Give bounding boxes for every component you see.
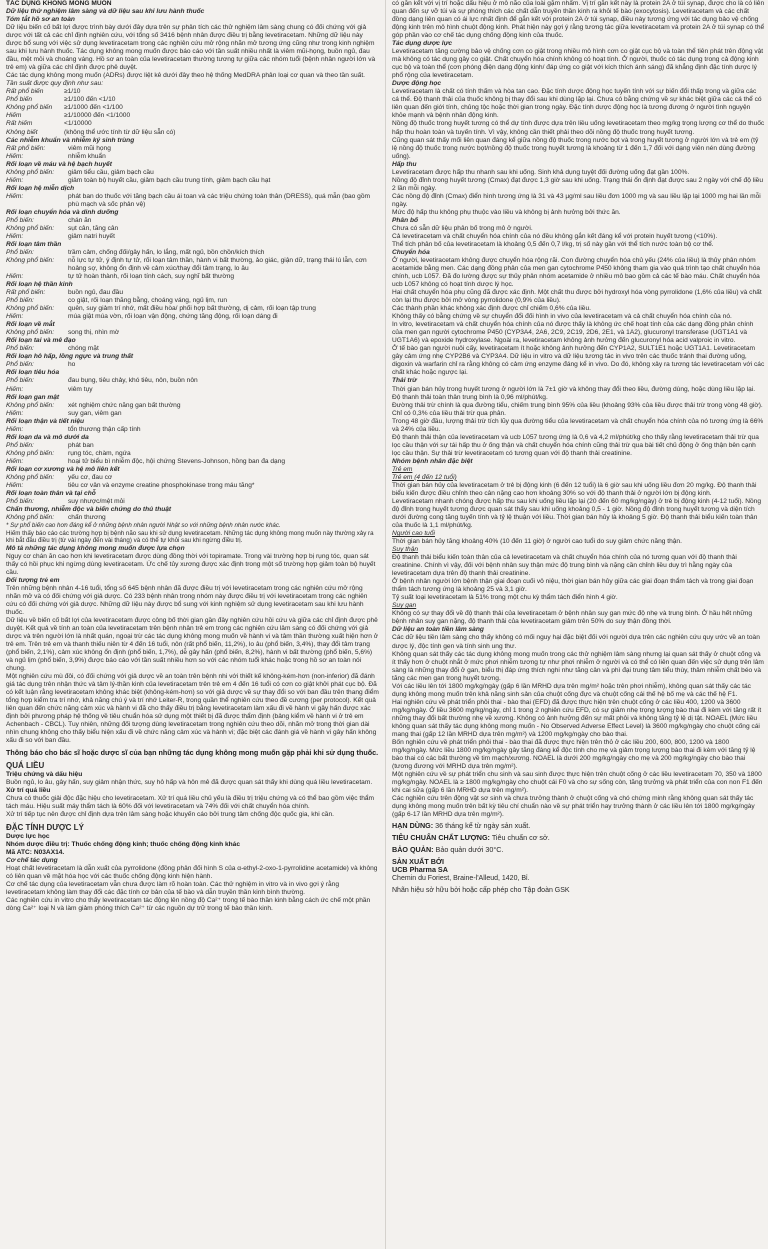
soc-list: [6, 474, 379, 490]
soc-list: [6, 217, 379, 241]
pharmacology-heading: ĐẶC TÍNH DƯỢC LÝ: [6, 823, 84, 833]
frequency-value: tổn thương thận cấp tính: [68, 425, 141, 433]
frequency-label: Không biết: [6, 128, 38, 136]
frequency-label: Phổ biến:: [6, 361, 34, 369]
absorption-paragraph: Mức độ hấp thu không phụ thuộc vào liều và không bị ảnh hưởng bởi thức ăn.: [392, 208, 621, 216]
frequency-value: phát ban do thuốc với tăng bạch cầu ái toan và các triệu chứng toàn thân (DRESS), quá mẫn (bao gồm phù mạch và sốc phản vệ): [68, 192, 370, 208]
section-subtitle: Dữ liệu thử nghiệm lâm sàng và dữ liệu sau khi lưu hành thuốc: [6, 8, 205, 16]
frequency-row: [6, 289, 379, 297]
frequency-label: Phổ biến:: [6, 377, 34, 385]
metabolism-paragraph: In vitro, levetiracetam và chất chuyển hóa chính của nó được thấy là không ức chế hoạt tính của các dạng đồng phân chính của men gan người cytochrome P450 (CYP3A4, 2A6, 2C9, 2C19, 2D6, 2E1, và 1A2), glucuronyl transferase (UGT1A1 và UGT1A6) và epoxide hydroxylase. Ngoài ra, levetiracetam không ảnh hưởng đến glucuronyl hóa acid valproic in vitro.: [392, 321, 754, 345]
frequency-value: chấn thương: [68, 514, 106, 521]
frequency-label: Hiếm:: [6, 232, 24, 240]
distribution-paragraph: Chưa có sẵn dữ liệu phân bố trong mô ở người.: [392, 224, 533, 232]
frequency-row: [6, 426, 379, 434]
frequency-label: Hiếm:: [6, 457, 24, 465]
notify-statement: Thông báo cho bác sĩ hoặc dược sĩ của bạn những tác dụng không mong muốn gặp phải khi sử dụng thuốc.: [6, 747, 379, 757]
frequency-value: viêm tụy: [68, 385, 93, 393]
frequency-value: nhiễm khuẩn: [68, 152, 106, 160]
pd-effect-paragraph: Levetiracetam tăng cường bảo vệ chống cơn co giật trong nhiều mô hình cơn co giật cục bộ và toàn thể tiên phát trên động vật mà không có tác dụng gây co giật. Chất chuyển hóa chính không có hoạt tính. Ở người, thuốc có tác dụng trong cả động kinh cục bộ và toàn thể (cơn phóng điện dạng động kinh/ đáp ứng co giật với kích thích ánh sáng) đã khẳng định đặc tính dược lý phổ rộng của levetiracetam.: [392, 48, 764, 80]
mechanism-heading: Cơ chế tác dụng: [6, 857, 58, 865]
frequency-label: Hiếm: [6, 112, 22, 120]
frequency-row: [6, 120, 379, 128]
safety-heading: Tóm tắt hồ sơ an toàn: [6, 16, 75, 24]
frequency-label: Không phổ biến:: [6, 449, 55, 457]
frequency-label: Không phổ biến:: [6, 329, 55, 337]
frequency-label: Không phổ biến:: [6, 514, 55, 521]
frequency-value: tiêu cơ vân và enzyme creatine phosphokinase trong máu tăng*: [68, 481, 255, 489]
manufacturer-name: UCB Pharma SA: [392, 865, 448, 875]
frequency-value: suy gan, viêm gan: [68, 409, 122, 417]
metabolism-paragraph: Không thấy có bằng chứng về sự chuyển đổi đối hình in vivo của levetiracetam và cả chất chuyển hóa chính của nó.: [392, 313, 732, 321]
frequency-row: [6, 498, 379, 506]
frequency-row: [6, 257, 379, 273]
frequency-row: [6, 514, 379, 522]
soc-list: [6, 377, 379, 393]
frequency-label: Không phổ biến: [6, 104, 53, 112]
trademark-footer: Nhãn hiệu sở hữu bởi hoặc cấp phép cho Tập đoàn GSK: [392, 886, 570, 894]
safety-paragraph: Dữ liệu biến cố bất lợi được trình bày dưới đây dựa trên sự phân tích các thử nghiệm lâm sàng chung có đối chứng với giả dược với tất cả các chỉ định nghiên cứu, với tổng số 3416 bệnh nhân được điều trị bằng levetiracetam. Những dữ liệu này được bổ sung với việc sử dụng levetiracetam trong các nghiên cứu mở rộng nhãn mở tương ứng cũng như trong kinh nghiệm sau khi lưu hành thuốc. Tác dụng không mong muốn được báo cáo với tần suất nhiều nhất là viêm mũi-họng, buồn ngủ, đau đầu, mệt mỏi và choáng váng. Hồ sơ an toàn của levetiracetam thường tương tự giữa các nhóm tuổi (bệnh nhân người lớn và trẻ em) và giữa các chỉ định được phê duyệt.: [6, 24, 376, 72]
mechanism-continued: có gắn kết với vị trí hoặc dấu hiệu ở mô não của loài gặm nhấm. Vị trí gắn kết này là protein 2A ở túi synap, được cho là có liên quan đến sự vỡ túi và sự phóng thích các chất dẫn truyền thần kinh ra khỏi tế bào (exocytosis). Levetiracetam và các chất đồng dạng liên quan có ái lực nhất định để gắn kết với protein 2A ở túi synap, điều này tương ứng với tác dụng bảo vệ chống động kinh trên mô hình chuột động kinh. Phát hiện này gợi ý rằng tương tác giữa levetiracetam và protein 2A ở túi synap có thể góp phần vào cơ chế tác dụng chống động kinh của thuốc.: [392, 0, 765, 40]
frequency-value: chán ăn: [68, 216, 92, 224]
elderly-paragraph: Thời gian bán hủy tăng khoảng 40% (10 đến 11 giờ) ở người cao tuổi do suy giảm chức năng thận.: [392, 538, 682, 546]
elimination-paragraph: Độ thanh thải thận của levetiracetam và ucb L057 tương ứng là 0,6 và 4,2 ml/phút/kg cho thấy rằng levetiracetam thải trừ qua lọc cầu thận với sự tái hấp thu ở ống thận và chất chuyển hóa chính cũng thải trừ qua bài tiết chủ động ở ống thận bên cạnh lọc cầu thận. Sự thải trừ levetiracetam có tương quan với độ thanh thải creatinine.: [392, 433, 759, 457]
soc-list: [6, 289, 379, 321]
frequency-value: yếu cơ, đau cơ: [68, 473, 113, 481]
soc-list: [6, 249, 379, 281]
soc-list: [6, 361, 379, 369]
soc-heading: Rối loạn hệ miễn dịch: [6, 184, 75, 192]
frequency-value: chóng mặt: [68, 345, 99, 353]
soc-heading: Chấn thương, nhiễm độc và biến chứng do thủ thuật: [6, 505, 172, 513]
elimination-paragraph: Trong 48 giờ đầu, lượng thải trừ tích lũy qua đường tiểu của levetiracetam và chất chuyển hóa chính của nó tương ứng là 66% và 24% của liều.: [392, 417, 764, 433]
soc-list: [6, 514, 379, 522]
footnote: Hiếm thấy báo cáo các trường hợp bị bệnh não sau khi sử dụng levetiracetam. Những tác dụng không mong muốn này thường xảy ra khi bắt đầu điều trị (từ vài ngày đến vài tháng) và có thể tự khỏi sau khi ngừng điều trị.: [6, 529, 374, 545]
soc-heading: Rối loạn da và mô dưới da: [6, 433, 89, 441]
elimination-heading: Thải trừ: [392, 377, 417, 385]
absorption-paragraph: Levetiracetam được hấp thu nhanh sau khi uống. Sinh khả dụng tuyệt đối đường uống đạt gần 100%.: [392, 168, 690, 176]
elimination-paragraph: Đường thải trừ chính là qua đường tiểu, chiếm trung bình 95% của liều (khoảng 93% của liều được thải trừ trong vòng 48 giờ). Chỉ có 0,3% của liều thải trừ qua phân.: [392, 401, 763, 417]
pediatric-heading: Đối tượng trẻ em: [6, 576, 60, 584]
soc-list: [6, 498, 379, 506]
metabolism-paragraph: Ở người, levetiracetam không được chuyển hóa rộng rãi. Con đường chuyển hóa chủ yếu (24% của liều) là thủy phân nhóm acetamide bằng men. Các dạng đồng phân của men gan cytochrome P450 không tham gia vào quá trình tạo chất chuyển hóa chính, ucb L057. Đã đo lường được sự thủy phân nhóm acetamide ở nhiều mô bao gồm cả các tế bào máu. Chất chuyển hóa ucb L057 không có hoạt tính dược lý học.: [392, 257, 761, 289]
frequency-row: [6, 386, 379, 394]
frequency-row: [6, 169, 379, 177]
frequency-row: [6, 96, 379, 104]
frequency-row: [6, 193, 379, 209]
frequency-row: [6, 177, 379, 185]
renal-heading: Suy thận: [392, 546, 419, 554]
preclinical-paragraph: Các nghiên cứu trên động vật sơ sinh và chưa trưởng thành ở chuột cống và chó chứng minh rằng không quan sát thấy tác dụng không mong muốn trên bất kỳ tiêu chí chuẩn nào về sự phát triển hay trưởng thành ở các liều lên tới 1800 mg/kg/ngày (gấp 6-17 lần MRHD dựa trên mg/m²).: [392, 795, 755, 819]
frequency-label: Phổ biến:: [6, 248, 34, 256]
renal-paragraph: Ở bệnh nhân người lớn bệnh thận giai đoạn cuối vô niệu, thời gian bán hủy giữa các giai đoạn thẩm tách và trong giai đoạn thẩm tách tương ứng là khoảng 25 và 3,1 giờ.: [392, 578, 754, 594]
hepatic-paragraph: Không có sự thay đổi về độ thanh thải của levetiracetam ở bệnh nhân suy gan mức độ nhẹ và trung bình. Ở hầu hết những bệnh nhân suy gan nặng, độ thanh thải của levetiracetam giảm trên 50% do suy thận đồng thời.: [392, 610, 753, 626]
preclinical-paragraph: Một nghiên cứu về sự phát triển chu sinh và sau sinh được thực hiện trên chuột cống ở các liều levetiracetam 70, 350 và 1800 mg/kg/ngày. NOAEL là ≥ 1800 mg/kg/ngày cho chuột cái F0 và cho sự sống còn, tăng trưởng và phát triển của con non F1 đến khi cai sữa (gấp 6 lần MRHD dựa trên mg/m²).: [392, 771, 763, 795]
mechanism-paragraph: Hoạt chất levetiracetam là dẫn xuất của pyrrolidone (đồng phân đối hình S của α-ethyl-2-oxo-1-pyrrolidine acetamide) và không có liên quan về mặt hóa học với các thuốc chống động kinh hiện hành.: [6, 865, 378, 881]
frequency-row: [6, 145, 379, 153]
pk-paragraph: Levetiracetam là chất có tính thấm và hòa tan cao. Đặc tính dược động học tuyến tính với sự biến đổi thấp trong và giữa các cá thể. Độ thanh thải của thuốc không bị thay đổi sau khi dùng lặp lại. Chưa có bằng chứng về sự khác biệt giữa các cá thể có liên quan đến giới tính, chủng tộc hoặc thời gian trong ngày. Đặc tính dược động học là tương đương ở người tình nguyện khỏe mạnh và bệnh nhân động kinh.: [392, 88, 762, 120]
frequency-value: co giật, rối loạn thăng bằng, choáng váng, ngủ lịm, run: [68, 297, 228, 305]
frequency-value: múa giật múa vờn, rối loạn vận động, chứng tăng động, rối loạn dáng đi: [68, 313, 278, 321]
frequency-value: đau bụng, tiêu chảy, khó tiêu, nôn, buồn nôn: [68, 377, 198, 385]
overdose-treatment: Chưa có thuốc giải độc đặc hiệu cho levetiracetam. Xử trí quá liều chủ yếu là điều trị triệu chứng và có thể bao gồm việc thẩm tách máu. Hiệu suất máy thẩm tách là 60% đối với levetiracetam và 74% đối với chất chuyển hóa chính.: [6, 795, 375, 811]
pediatric-paragraph: Một nghiên cứu mù đôi, có đối chứng với giả dược về an toàn trên bệnh nhi với thiết kế không-kém-hơn (non-inferior) đã đánh giá tác dụng trên nhận thức và tâm lý-thần kinh của levetiracetam trên trẻ em 4 đến 16 tuổi có cơn co giật khởi phát cục bộ. Đã có kết luận rằng levetiracetam không khác biệt (không-kém-hơn) so với giả dược về sự thay đổi so với ban đầu trên thang điểm tổng hợp kiểm tra trí nhớ, khả năng chú ý và trí nhớ Leiter-R, trong quần thể nghiên cứu theo đề cương (per protocol). Kết quả liên quan đến chức năng cảm xúc và hành vi đã cho thấy điều trị bằng levetiracetam làm xấu đi về hành vi gây hấn được xác định bởi phương pháp hệ thống về tiêu chuẩn hóa sử dụng một thiết bị đã được thẩm định (bảng kiểm về hành vi ở trẻ em Achenbach - CBCL). Tuy nhiên, những đối tượng dùng levetiracetam trong nghiên cứu theo dõi, nhãn mở trong thời gian dài nhìn chung không cho thấy biểu hiện xấu đi về chức năng cảm xúc và hành vi; đặc biệt các đánh giá về hành vi gây hấn không xấu đi so với ban đầu.: [6, 673, 379, 745]
frequency-label: Không phổ biến:: [6, 168, 55, 176]
soc-heading: Rối loạn cơ xương và hệ mô liên kết: [6, 465, 120, 473]
quality-standard-value: Tiêu chuẩn cơ sở.: [491, 832, 550, 842]
preclinical-paragraph: Với các liều lên tới 1800 mg/kg/ngày (gấp 6 lần MRHD dựa trên mg/m² hoặc trên phơi nhiễm), không quan sát thấy các tác dụng không mong muốn trên khả năng sinh sản của chuột cống đực và chuột cống cái thế hệ bố mẹ và các thế hệ F1.: [392, 682, 751, 698]
frequency-value: ≥1/10: [64, 88, 81, 96]
elderly-heading: Người cao tuổi: [392, 530, 435, 538]
frequency-label: Phổ biến:: [6, 216, 34, 224]
soc-heading: Các nhiễm khuẩn và nhiễm ký sinh trùng: [6, 136, 135, 144]
frequency-label: Rất phổ biến: [6, 88, 44, 96]
pd-effect-heading: Tác dụng dược lực: [392, 40, 453, 48]
atc-code: Mã ATC: N03AX14.: [6, 849, 65, 857]
frequency-label: Không phổ biến:: [6, 224, 55, 232]
frequency-label: Không phổ biến:: [6, 257, 55, 264]
metabolism-heading: Chuyển hóa: [392, 248, 430, 256]
frequency-label: Hiếm:: [6, 481, 24, 489]
frequency-value: ≥1/1000 đến <1/100: [64, 104, 123, 112]
renal-paragraph: Độ thanh thải biểu kiến toàn thân của cả levetiracetam và chất chuyển hóa chính của nó tương quan với độ thanh thải creatinine. Chính vì vậy, đối với bệnh nhân suy thận mức độ trung bình và nặng cần chỉnh liều duy trì hằng ngày của levetiracetam dựa trên độ thanh thải creatinine.: [392, 554, 737, 578]
left-column: [6, 0, 379, 1249]
frequency-value: (không thể ước tính từ dữ liệu sẵn có): [64, 128, 176, 136]
frequency-row: [6, 104, 379, 112]
frequency-label: Hiếm:: [6, 192, 24, 200]
pharmacotherapeutic-group: Nhóm dược điều trị: Thuốc chống động kinh; thuốc chống động kinh khác: [6, 841, 241, 848]
frequency-row: [6, 233, 379, 241]
frequency-row: [6, 297, 379, 305]
frequency-label: Hiếm:: [6, 425, 24, 433]
children-paragraph: Thời gian bán hủy của levetiracetam ở trẻ bị động kinh (6 đến 12 tuổi) là 6 giờ sau khi uống liều đơn 20 mg/kg. Độ thanh thải biểu kiến được điều chỉnh theo cân nặng cao hơn khoảng 30% so với độ thanh thải ở người lớn bị động kinh.: [392, 481, 757, 497]
frequency-row: [6, 450, 379, 458]
soc-heading: Rối loạn thận và tiết niệu: [6, 417, 85, 425]
frequency-label: Hiếm:: [6, 313, 24, 321]
frequency-row: [6, 249, 379, 257]
soc-list: [6, 169, 379, 185]
frequency-value: xét nghiệm chức năng gan bất thường: [68, 401, 181, 409]
frequency-value: ≥1/100 đến <1/10: [64, 96, 116, 104]
soc-heading: Rối loạn về mắt: [6, 321, 55, 329]
section-title: TÁC DỤNG KHÔNG MONG MUỐN: [6, 0, 112, 7]
manufacturer-address: Chemin du Foriest, Braine-l'Alleud, 1420, Bỉ.: [392, 875, 530, 883]
preclinical-paragraph: Không quan sát thấy các tác dụng không mong muốn trong các thử nghiệm lâm sàng nhưng lại quan sát thấy ở chuột cống và ít thấy hơn ở chuột nhắt ở mức phơi nhiễm tương tự như phơi nhiễm ở người và có thể có liên quan đến việc sử dụng trên lâm sàng là những thay đổi ở gan, biểu thị đáp ứng thích nghi như tăng cân và phì đại trung tâm tiểu thùy, thâm nhiễm chất béo và tăng các men gan trong huyết tương.: [392, 650, 764, 682]
frequency-label: Không phổ biến:: [6, 401, 55, 409]
frequency-label: Hiếm:: [6, 385, 24, 393]
frequency-list: [6, 88, 379, 136]
absorption-paragraph: Nồng độ đỉnh trong huyết tương (Cmax) đạt được 1,3 giờ sau khi uống. Trạng thái ổn định đạt được sau 2 ngày với chế độ liều 2 lần mỗi ngày.: [392, 176, 763, 192]
frequency-row: [6, 361, 379, 369]
children-heading: Trẻ em: [392, 465, 413, 473]
mechanism-paragraph: Cơ chế tác dụng của levetiracetam vẫn chưa được làm rõ hoàn toàn. Các thử nghiệm in vitro và in vivo gợi ý rằng levetiracetam không làm thay đổi các đặc tính cơ bản của tế bào và dẫn truyền thần kinh bình thường.: [6, 881, 339, 897]
overdose-treatment-heading: Xử trí quá liều: [6, 787, 51, 795]
storage-label: BẢO QUẢN:: [392, 844, 434, 854]
preclinical-paragraph: Bốn nghiên cứu về phát triển phôi thai - bào thai đã được thực hiện trên thỏ ở các liều 200, 600, 800, 1200 và 1800 mg/kg/ngày. Mức liều 1800 mg/kg/ngày gây tăng đáng kể độc tính cho mẹ và giảm trọng lượng bào thai đi kèm với tăng tỷ lệ bào thai có các bất thường về tim mạch/xương. NOAEL là dưới 200 mg/kg/ngày cho mẹ và 200 mg/kg/ngày cho bào thai (tương đương với MRHD dựa trên mg/m²).: [392, 738, 756, 770]
metabolism-paragraph: Các thành phần khác không xác định được chỉ chiếm 0,6% của liều.: [392, 305, 591, 313]
distribution-paragraph: Thể tích phân bố của levetiracetam là khoảng 0,5 đến 0,7 l/kg, trị số này gần với thể tích nước toàn bộ cơ thể.: [392, 240, 714, 248]
frequency-row: [6, 129, 379, 137]
soc-heading: Rối loạn tâm thần: [6, 240, 62, 248]
frequency-value: hoại tử biểu bì nhiễm độc, hội chứng Stevens-Johnson, hồng ban đa dạng: [68, 457, 286, 465]
frequency-value: nỗ lực tự tử, ý định tự tử, rối loạn tâm thần, hành vi bất thường, ảo giác, giận dữ, trạng thái lú lẫn, cơn hoảng sợ, không ổn định về cảm xúc/thay đổi tâm trạng, lo âu: [68, 257, 367, 273]
soc-heading: Rối loạn tiêu hóa: [6, 369, 60, 377]
frequency-value: ≥1/10000 đến <1/1000: [64, 112, 131, 120]
frequency-label: Không phổ biến:: [6, 305, 55, 313]
frequency-row: [6, 305, 379, 313]
frequency-row: [6, 458, 379, 466]
frequency-label: Phổ biến:: [6, 441, 34, 449]
elimination-paragraph: Thời gian bán hủy trong huyết tương ở người lớn là 7±1 giờ và không thay đổi theo liều, đường dùng, hoặc dùng liều lặp lại. Độ thanh thải toàn thân trung bình là 0,96 ml/phút/kg.: [392, 385, 756, 401]
soc-list: [6, 426, 379, 434]
manufacturer-label: SẢN XUẤT BỞI: [392, 856, 445, 866]
frequency-value: rụng tóc, chàm, ngứa: [68, 449, 131, 457]
frequency-heading: Tần suất được quy định như sau:: [6, 80, 104, 88]
frequency-value: phát ban: [68, 441, 94, 449]
preclinical-heading: Dữ liệu an toàn tiền lâm sàng: [392, 626, 484, 634]
hepatic-heading: Suy gan: [392, 602, 417, 610]
overdose-symptoms: Buồn ngủ, lo âu, gây hấn, suy giảm nhận thức, suy hô hấp và hôn mê đã được quan sát thấy khi dùng quá liều levetiracetam.: [6, 779, 373, 787]
frequency-value: giảm tiểu cầu, giảm bạch cầu: [68, 168, 154, 176]
children-paragraph: Levetiracetam nhanh chóng được hấp thu sau khi uống liều lặp lại (20 đến 60 mg/kg/ngày) ở trẻ bị động kinh (4-12 tuổi). Nồng độ đỉnh trong huyết tương được quan sát thấy sau khi uống khoảng 0,5 - 1 giờ. Nồng độ đỉnh trong huyết tương và diện tích dưới đường cong tăng tuyến tính và tỷ lệ thuận với liều. Thời gian bán hủy là khoảng 5 giờ. Độ thanh thải biểu kiến toàn thân của thuốc là 1,1 ml/phút/kg.: [392, 497, 761, 530]
preclinical-paragraph: Các dữ liệu tiền lâm sàng cho thấy không có mối nguy hại đặc biệt đối với người dựa trên các nghiên cứu quy ước về an toàn dược lý, độc tính gen và tính sinh ung thư.: [392, 634, 760, 650]
frequency-row: [6, 313, 379, 321]
storage-value: Bảo quản dưới 30°C.: [435, 844, 504, 854]
frequency-row: [6, 442, 379, 450]
frequency-value: trầm cảm, chống đối/gây hấn, lo lắng, mất ngủ, bồn chồn/kích thích: [68, 248, 265, 256]
frequency-label: Hiếm:: [6, 176, 24, 184]
overdose-symptoms-heading: Triệu chứng và dấu hiệu: [6, 771, 83, 779]
frequency-row: [6, 88, 379, 96]
frequency-row: [6, 153, 379, 161]
distribution-paragraph: Cả levetiracetam và chất chuyển hóa chính của nó đều không gắn kết đáng kể với protein huyết tương (<10%).: [392, 232, 718, 240]
selected-ae-heading: Mô tả những tác dụng không mong muốn được lựa chọn: [6, 544, 185, 552]
frequency-value: viêm mũi họng: [68, 144, 111, 152]
pk-paragraph: Cũng quan sát thấy mối liên quan đáng kể giữa nồng độ thuốc trong nước bọt và trong huyết tương ở người lớn và trẻ em (tỷ lệ nồng độ thuốc trong nước bọt/nồng độ thuốc trong huyết tương là khoảng từ 1 đến 1,7 đối với dạng viên nén dùng đường uống).: [392, 136, 759, 160]
soc-heading: Rối loạn chuyển hóa và dinh dưỡng: [6, 208, 119, 216]
frequency-value: giảm natri huyết: [68, 232, 115, 240]
frequency-row: [6, 377, 379, 385]
mechanism-paragraph: Các nghiên cứu in vitro cho thấy levetiracetam tác động lên nồng độ Ca²⁺ trong tế bào thần kinh bằng cách ức chế một phần dòng Ca²⁺ loại N và làm giảm phóng thích Ca²⁺ từ các nguồn dự trữ trong tế bào thần kinh.: [6, 897, 371, 913]
frequency-label: Rất phổ biến:: [6, 289, 46, 297]
frequency-row: [6, 112, 379, 120]
frequency-value: suy nhược/mệt mỏi: [68, 497, 125, 505]
soc-heading: Rối loạn gan mật: [6, 393, 60, 401]
frequency-value: song thị, nhìn mờ: [68, 329, 120, 337]
selected-ae-paragraph: Nguy cơ chán ăn cao hơn khi levetiracetam được dùng đồng thời với topiramate. Trong vài trường hợp bị rụng tóc, quan sát thấy có hồi phục khi ngừng dùng levetiracetam. Ức chế tủy xương được xác định trong một số trường hợp giảm toàn bộ huyết cầu.: [6, 552, 376, 576]
absorption-paragraph: Các nồng độ đỉnh (Cmax) điển hình tương ứng là 31 và 43 µg/ml sau liều đơn 1000 mg và sau liều lặp lại 1000 mg hai lần mỗi ngày.: [392, 192, 761, 208]
soc-list: [6, 145, 379, 161]
pk-paragraph: Nồng độ thuốc trong huyết tương có thể dự tính được dựa trên liều uống levetiracetam theo mg/kg trọng lượng cơ thể do thuốc hấp thu hoàn toàn và tuyến tính. Vì vậy, không cần thiết phải theo dõi nồng độ thuốc trong huyết tương.: [392, 120, 765, 136]
frequency-value: sụt cân, tăng cân: [68, 224, 119, 232]
frequency-value: giảm toàn bộ huyết cầu, giảm bạch cầu trung tính, giảm bạch cầu hạt: [68, 176, 271, 184]
right-column: [392, 0, 765, 1249]
footnote: * Sự phổ biến cao hơn đáng kể ở những bệnh nhân người Nhật so với những bệnh nhân nước khác.: [6, 522, 281, 530]
frequency-row: [6, 273, 379, 281]
children-subheading: Trẻ em (4 đến 12 tuổi): [392, 473, 457, 481]
soc-heading: Rối loạn hệ thần kinh: [6, 281, 73, 289]
column-divider: [385, 0, 386, 1249]
special-populations-heading: Nhóm bệnh nhân đặc biệt: [392, 457, 473, 465]
pharmacodynamics-heading: Dược lực học: [6, 832, 50, 840]
absorption-heading: Hấp thu: [392, 160, 417, 168]
overdose-treatment: Xử trí tiếp tục nên được chỉ định dựa trên lâm sàng hoặc khuyến cáo bởi trung tâm chống độc quốc gia, khi cần.: [6, 811, 334, 819]
soc-list: [6, 193, 379, 209]
pediatric-paragraph: Dữ liệu về biến cố bất lợi của levetiracetam được công bố thời gian gần đây nghiên cứu hồi cứu và giữa các chỉ định được phê duyệt. Kết quả về tính an toàn của levetiracetam trên bệnh nhân trẻ em trong các nghiên cứu lâm sàng có đối chứng với giả dược và trên người lớn là nhất quán, ngoại trừ các tác dụng không mong muốn về hành vi và tâm thần thường xuất hiện hơn ở trẻ em. Trên trẻ em và thanh thiếu niên từ 4 đến 16 tuổi, nôn (rất phổ biến, 11,2%), lo âu (phổ biến, 3,4%), thay đổi tâm trạng (phổ biến, 2,1%), cảm xúc không ổn định (phổ biến, 1,7%), dễ gây hấn (phổ biến, 8,2%), hành vi bất thường (phổ biến, 5,6%) và ngủ lịm (phổ biến, 3,9%) được báo cáo với tần suất nhiều hơn so với các nhóm tuổi khác hoặc trong hồ sơ an toàn nói chung.: [6, 617, 379, 673]
frequency-label: Hiếm:: [6, 152, 24, 160]
distribution-heading: Phân bố: [392, 216, 419, 224]
frequency-label: Không phổ biến:: [6, 473, 55, 481]
soc-list: [6, 442, 379, 466]
frequency-row: [6, 402, 379, 410]
soc-heading: Rối loạn tai và mê đạo: [6, 337, 76, 345]
frequency-value: buồn ngủ, đau đầu: [68, 289, 124, 297]
safety-paragraph: Các tác dụng không mong muốn (ADRs) được liệt kê dưới đây theo hệ thống MedDRA phân loại cơ quan và theo tần suất.: [6, 72, 366, 80]
frequency-label: Hiếm:: [6, 409, 24, 417]
frequency-row: [6, 410, 379, 418]
frequency-value: quên, suy giảm trí nhớ, mất điều hòa/ phối hợp bất thường, dị cảm, rối loạn tập trung: [68, 305, 316, 313]
shelf-life-value: 36 tháng kể từ ngày sản xuất.: [435, 821, 531, 831]
frequency-row: [6, 474, 379, 482]
soc-list: [6, 402, 379, 418]
soc-heading: Rối loạn về máu và hệ bạch huyết: [6, 160, 112, 168]
metabolism-paragraph: Ở tế bào gan người nuôi cấy, levetiracetam ít hoặc không ảnh hưởng đến CYP1A2, SULT1E1 hoặc UGT1A1. Levetiracetam gây cảm ứng nhẹ CYP2B6 và CYP3A4. Dữ liệu in vitro và dữ liệu tương tác in vivo trên các thuốc tránh thai đường uống, digoxin và warfarin chỉ ra rằng không có cảm ứng enzyme đáng kể in vivo. Do đó, không xảy ra tương tác levetiracetam với các chất khác hoặc ngược lại.: [392, 345, 765, 377]
shelf-life-label: HẠN DÙNG:: [392, 821, 434, 831]
frequency-row: [6, 482, 379, 490]
renal-paragraph: Tỷ suất loại levetiracetam là 51% trong một chu kỳ thẩm tách điển hình 4 giờ.: [392, 594, 618, 602]
preclinical-paragraph: Hai nghiên cứu về phát triển phôi thai - bào thai (EFD) đã được thực hiện trên chuột cống ở các liều 400, 1200 và 3600 mg/kg/ngày. Ở liều 3600 mg/kg/ngày, chỉ 1 trong 2 nghiên cứu EFD, có sự giảm nhẹ trọng lượng bào thai đi kèm với tăng rất ít những thay đổi bất thường nhẹ về xương. Không có ảnh hưởng đến sự mất phôi và không tăng tỷ lệ dị tật. NOAEL (Mức liều không quan sát thấy tác dụng không mong muốn - No Observed Adverse Effect Level) là 3600 mg/kg/ngày cho chuột cống cái mang thai (gấp 12 lần MRHD dựa trên mg/m²) và 1200 mg/kg/ngày cho bào thai.: [392, 698, 762, 738]
overdose-heading: QUÁ LIỀU: [6, 761, 45, 771]
frequency-row: [6, 225, 379, 233]
soc-heading: Rối loạn toàn thân và tại chỗ: [6, 489, 96, 497]
frequency-label: Rất hiếm: [6, 120, 33, 128]
frequency-label: Hiếm:: [6, 273, 24, 281]
frequency-label: Phổ biến:: [6, 497, 34, 505]
frequency-label: Phổ biến:: [6, 297, 34, 305]
frequency-row: [6, 217, 379, 225]
frequency-value: <1/10000: [64, 120, 92, 128]
pediatric-paragraph: Trên những bệnh nhân 4-16 tuổi, tổng số 645 bệnh nhân đã được điều trị với levetiracetam trong các nghiên cứu mở rộng nhãn mở và có đối chứng với giả dược. Có 233 bệnh nhân trong nhóm này được điều trị với levetiracetam trong các nghiên cứu có đối chứng với giả dược. Những dữ liệu này được bổ sung với kinh nghiệm sử dụng levetiracetam sau khi lưu hành thuốc.: [6, 584, 368, 616]
pharmacokinetics-heading: Dược động học: [392, 80, 442, 88]
frequency-label: Phổ biến:: [6, 345, 34, 353]
soc-heading: Rối loạn hô hấp, lồng ngực và trung thất: [6, 353, 134, 361]
frequency-label: Rất phổ biến:: [6, 144, 46, 152]
frequency-label: Phổ biến: [6, 96, 33, 104]
quality-standard-label: TIÊU CHUẨN CHẤT LƯỢNG:: [392, 832, 490, 842]
frequency-value: tự tử hoàn thành, rối loạn tính cách, suy nghĩ bất thường: [68, 273, 235, 281]
metabolism-paragraph: Hai chất chuyển hóa phụ cũng đã được xác định. Một chất thu được bởi hydroxyl hóa vòng pyrrolidone (1,6% của liều) và chất còn lại thu được bởi mở vòng pyrrolidone (0,9% của liều).: [392, 289, 762, 305]
frequency-value: ho: [68, 361, 76, 369]
